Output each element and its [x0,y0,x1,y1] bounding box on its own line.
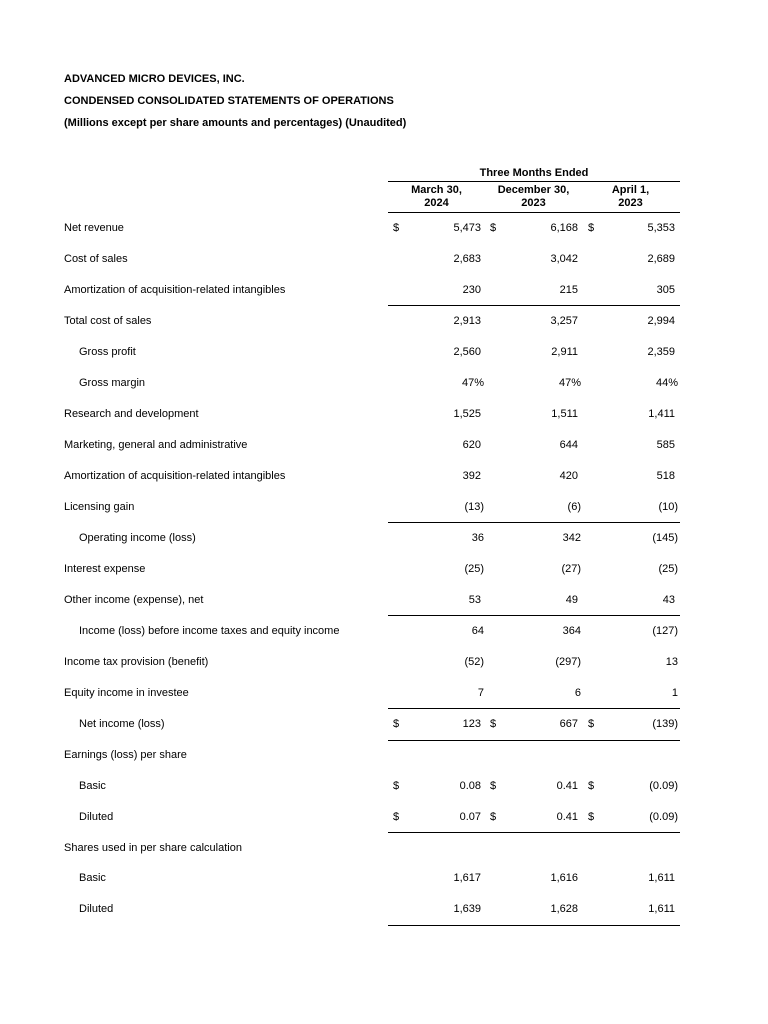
value-apr-2023: (10) [658,501,678,513]
table-row [0,344,768,360]
column-heading-line2: 2024 [424,197,449,209]
value-dec-2023: 364 [562,625,581,637]
value-apr-2023: 43 [662,594,675,606]
value-apr-2023: 1,411 [648,408,675,420]
value-apr-2023: 2,994 [647,315,675,327]
currency-symbol: $ [490,222,497,234]
currency-symbol: $ [490,811,497,823]
table-row [0,406,768,422]
column-heading-mar-2024 [388,184,485,210]
table-row [0,747,768,763]
row-label: Gross profit [79,346,136,358]
column-heading-line2: 2023 [521,197,546,209]
value-apr-2023: 1,611 [648,903,675,915]
row-label: Amortization of acquisition-related intangibles [64,470,286,482]
value-dec-2023: 2,911 [551,346,578,358]
value-mar-2024: 47% [461,377,484,389]
column-heading-line2: 2023 [618,197,643,209]
row-label: Equity income in investee [64,687,189,699]
value-apr-2023: 2,689 [647,253,675,265]
row-label: Total cost of sales [64,315,152,327]
row-label: Net income (loss) [79,718,165,730]
table-row [0,716,768,732]
period-group-label: Three Months Ended [479,167,589,179]
value-apr-2023: (25) [658,563,678,575]
row-label: Diluted [79,811,114,823]
value-dec-2023: (27) [561,563,581,575]
table-row [0,313,768,329]
value-mar-2024: 0.08 [459,780,481,792]
value-apr-2023: (145) [652,532,678,544]
value-mar-2024: (52) [464,656,484,668]
table-row [0,437,768,453]
value-mar-2024: 64 [471,625,484,637]
value-mar-2024: 2,913 [453,315,481,327]
value-dec-2023: 215 [559,284,578,296]
table-row [0,809,768,825]
row-label: Operating income (loss) [79,532,196,544]
header-rule [388,181,680,182]
row-label: Basic [79,872,106,884]
table-row [0,251,768,267]
value-apr-2023: (139) [652,718,678,730]
value-dec-2023: 342 [562,532,581,544]
currency-symbol: $ [588,811,595,823]
table-row [0,499,768,515]
value-mar-2024: 5,473 [453,222,481,234]
table-row [0,530,768,546]
table-row [0,561,768,577]
table-row [0,685,768,701]
subtotal-rule [388,522,680,523]
value-dec-2023: (297) [555,656,581,668]
value-dec-2023: 49 [565,594,578,606]
header-bottom-rule [388,212,680,213]
row-label: Basic [79,780,106,792]
value-dec-2023: 1,628 [550,903,578,915]
value-dec-2023: 0.41 [556,811,578,823]
subtotal-rule [388,708,680,709]
row-label: Income tax provision (benefit) [64,656,209,668]
units-note: (Millions except per share amounts and percentages) (Unaudited) [64,117,407,129]
value-mar-2024: 1,525 [453,408,481,420]
table-row [0,623,768,639]
row-label: Cost of sales [64,253,128,265]
value-mar-2024: 2,560 [453,346,481,358]
row-label: Amortization of acquisition-related intangibles [64,284,286,296]
value-mar-2024: 7 [477,687,484,699]
value-apr-2023: 585 [656,439,675,451]
column-heading-line1: March 30, [411,184,462,196]
value-dec-2023: 6,168 [550,222,578,234]
value-apr-2023: 1,611 [648,872,675,884]
row-label: Marketing, general and administrative [64,439,248,451]
row-label: Other income (expense), net [64,594,204,606]
table-row [0,778,768,794]
currency-symbol: $ [393,811,400,823]
value-dec-2023: 1,616 [550,872,578,884]
row-label: Interest expense [64,563,146,575]
row-label: Diluted [79,903,114,915]
table-row [0,592,768,608]
currency-symbol: $ [588,718,595,730]
value-dec-2023: 47% [558,377,581,389]
value-apr-2023: 2,359 [647,346,675,358]
value-mar-2024: 230 [462,284,481,296]
currency-symbol: $ [490,780,497,792]
table-row [0,468,768,484]
value-dec-2023: 644 [559,439,578,451]
value-dec-2023: 3,257 [550,315,578,327]
row-label: Income (loss) before income taxes and equity income [79,625,340,637]
currency-symbol: $ [588,222,595,234]
value-mar-2024: 1,617 [453,872,481,884]
value-mar-2024: 0.07 [459,811,481,823]
row-label: Net revenue [64,222,124,234]
column-heading-line1: December 30, [497,184,570,196]
total-rule [388,740,680,741]
table-row [0,282,768,298]
value-mar-2024: (25) [464,563,484,575]
value-mar-2024: 1,639 [453,903,481,915]
column-heading-line1: April 1, [611,184,650,196]
value-dec-2023: 3,042 [550,253,578,265]
column-heading-dec-2023 [485,184,582,210]
value-apr-2023: (127) [652,625,678,637]
value-dec-2023: 6 [574,687,581,699]
value-mar-2024: (13) [464,501,484,513]
value-mar-2024: 36 [471,532,484,544]
value-apr-2023: 44% [655,377,678,389]
currency-symbol: $ [588,780,595,792]
currency-symbol: $ [490,718,497,730]
table-row [0,840,768,856]
table-row [0,901,768,917]
value-dec-2023: 1,511 [551,408,578,420]
statement-title: CONDENSED CONSOLIDATED STATEMENTS OF OPERATIONS [64,95,394,107]
row-label: Gross margin [79,377,146,389]
currency-symbol: $ [393,780,400,792]
currency-symbol: $ [393,718,400,730]
value-apr-2023: 5,353 [647,222,675,234]
value-dec-2023: (6) [567,501,581,513]
value-mar-2024: 620 [462,439,481,451]
column-heading-apr-2023 [582,184,679,210]
value-dec-2023: 0.41 [556,780,578,792]
value-apr-2023: 13 [665,656,678,668]
value-mar-2024: 123 [462,718,481,730]
value-apr-2023: 518 [656,470,675,482]
value-dec-2023: 420 [559,470,578,482]
subtotal-rule [388,305,680,306]
value-apr-2023: (0.09) [649,780,678,792]
currency-symbol: $ [393,222,400,234]
value-mar-2024: 2,683 [453,253,481,265]
table-row [0,654,768,670]
value-mar-2024: 53 [468,594,481,606]
value-mar-2024: 392 [462,470,481,482]
value-dec-2023: 667 [559,718,578,730]
row-label: Earnings (loss) per share [64,749,187,761]
value-apr-2023: (0.09) [649,811,678,823]
table-row [0,375,768,391]
section-rule [388,832,680,833]
bottom-rule [388,925,680,926]
row-label: Research and development [64,408,199,420]
value-apr-2023: 1 [671,687,678,699]
table-row [0,220,768,236]
row-label: Shares used in per share calculation [64,842,242,854]
table-row [0,870,768,886]
value-apr-2023: 305 [656,284,675,296]
row-label: Licensing gain [64,501,135,513]
subtotal-rule [388,615,680,616]
company-name: ADVANCED MICRO DEVICES, INC. [64,73,245,85]
